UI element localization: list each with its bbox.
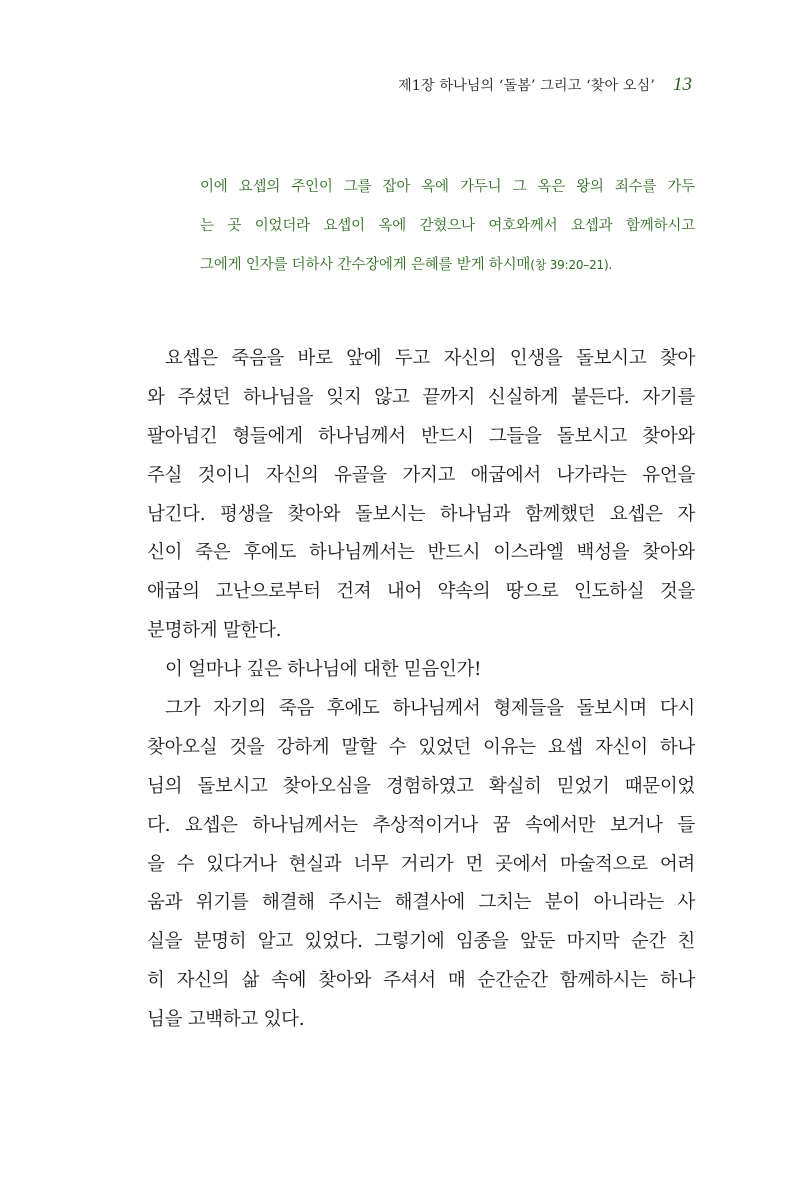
scripture-quote [200,172,695,289]
body-line: 님을 고백하고 있다. [147,1009,305,1031]
body-line: 다. 요셉은 하나님께서는 추상적이거나 꿈 속에서만 보거나 들 [147,814,695,836]
running-header [398,74,692,96]
body-line: 움과 위기를 해결해 주시는 해결사에 그치는 분이 아니라는 사 [147,892,695,914]
body-line: 분명하게 말한다. [147,620,282,642]
chapter-title: 제1장 하나님의 ‘돌봄’ 그리고 ‘찾아 오심’ [398,78,655,94]
body-line: 그가 자기의 죽음 후에도 하나님께서 형제들을 돌보시며 다시 [165,698,695,720]
body-line: 이 얼마나 깊은 하나님에 대한 믿음인가! [165,659,482,681]
body-line: 찾아오실 것을 강하게 말할 수 있었던 이유는 요셉 자신이 하나 [147,736,695,758]
quote-line: 는 곳 이었더라 요셉이 옥에 갇혔으나 여호와께서 요셉과 함께하시고 [200,218,695,234]
body-line: 주실 것이니 자신의 유골을 가지고 애굽에서 나가라는 유언을 [147,464,695,486]
body-line: 신이 죽은 후에도 하나님께서는 반드시 이스라엘 백성을 찾아와 [147,542,695,564]
body-line: 요셉은 죽음을 바로 앞에 두고 자신의 인생을 돌보시고 찾아 [165,348,695,369]
body-line: 애굽의 고난으로부터 건져 내어 약속의 땅으로 인도하실 것을 [147,581,695,603]
body-line: 히 자신의 삶 속에 찾아와 주셔서 매 순간순간 함께하시는 하나 [147,970,695,992]
body-line: 님의 돌보시고 찾아오심을 경험하였고 확실히 믿었기 때문이었 [147,775,695,797]
quote-line: 이에 요셉의 주인이 그를 잡아 옥에 가두니 그 옥은 왕의 죄수를 가두 [200,179,695,195]
body-line: 남긴다. 평생을 찾아와 돌보시는 하나님과 함께했던 요셉은 자 [147,503,695,525]
quote-line-text: 그에게 인자를 더하사 간수장에게 은혜를 받게 하시매 [200,257,531,273]
body-line: 팔아넘긴 형들에게 하나님께서 반드시 그들을 돌보시고 찾아와 [147,425,695,447]
quote-line [200,250,695,289]
body-text [147,340,695,1040]
body-line: 실을 분명히 알고 있었다. 그렇기에 임종을 앞둔 마지막 순간 친 [147,931,695,953]
quote-reference: (창 39:20–21). [530,258,613,272]
page-number: 13 [673,74,692,95]
body-line: 을 수 있다거나 현실과 너무 거리가 먼 곳에서 마술적으로 어려 [147,853,695,875]
body-line: 와 주셨던 하나님을 잊지 않고 끝까지 신실하게 붙든다. 자기를 [147,386,695,408]
